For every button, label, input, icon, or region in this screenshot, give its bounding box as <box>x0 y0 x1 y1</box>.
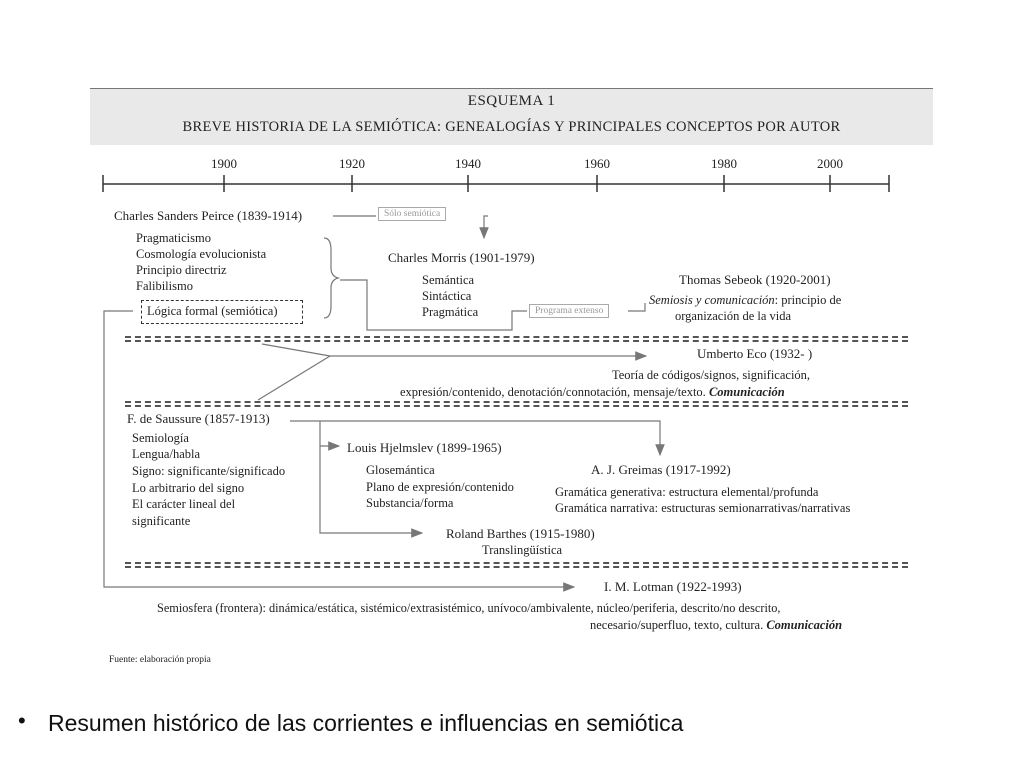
separator <box>125 401 908 403</box>
eco-name: Umberto Eco (1932- ) <box>697 346 813 361</box>
sebeok-line1 <box>649 293 841 308</box>
saussure-concept: Lengua/habla <box>132 447 201 461</box>
separator <box>125 405 908 407</box>
greimas-concept: Gramática narrativa: estructuras semionarrativas/narrativas <box>555 501 851 515</box>
link-label-programa-extenso: Programa extenso <box>529 304 609 318</box>
slide-caption: Resumen histórico de las corrientes e influencias en semiótica <box>48 710 684 736</box>
greimas-name: A. J. Greimas (1917-1992) <box>591 462 731 477</box>
bullet-icon: • <box>18 708 26 733</box>
eco-line2-text: expresión/contenido, denotación/connotación, mensaje/texto. <box>400 385 706 399</box>
timeline-year: 2000 <box>817 156 843 171</box>
greimas-concept: Gramática generativa: estructura elemental/profunda <box>555 485 819 499</box>
saussure-concept: El carácter lineal del <box>132 497 236 511</box>
peirce-concept: Cosmología evolucionista <box>136 247 267 261</box>
diagram-header <box>90 88 933 145</box>
saussure-concept: Lo arbitrario del signo <box>132 481 245 495</box>
hjelmslev-concept: Glosemántica <box>366 463 435 477</box>
lotman-line2 <box>590 618 842 633</box>
sebeok-line2: organización de la vida <box>675 309 792 323</box>
sebeok-line1-italic: Semiosis y comunicación <box>649 293 775 307</box>
barthes-name: Roland Barthes (1915-1980) <box>446 526 595 541</box>
saussure-concept: Semiología <box>132 431 189 445</box>
sebeok-name: Thomas Sebeok (1920-2001) <box>679 272 831 287</box>
diagram-subtitle: BREVE HISTORIA DE LA SEMIÓTICA: GENEALOGÍAS Y PRINCIPALES CONCEPTOS POR AUTOR <box>182 119 841 135</box>
lotman-name: I. M. Lotman (1922-1993) <box>604 579 742 594</box>
peirce-name: Charles Sanders Peirce (1839-1914) <box>114 208 303 223</box>
separator <box>125 566 908 568</box>
morris-name: Charles Morris (1901-1979) <box>388 250 535 265</box>
separator <box>125 562 908 564</box>
source-note: Fuente: elaboración propia <box>109 655 211 665</box>
saussure-name: F. de Saussure (1857-1913) <box>127 411 270 426</box>
peirce-concept: Pragmaticismo <box>136 231 211 245</box>
timeline-axis <box>103 175 889 192</box>
morris-concept: Pragmática <box>422 305 479 319</box>
peirce-brace <box>324 238 338 318</box>
peirce-concept: Principio directriz <box>136 263 227 277</box>
saussure-concept: Signo: significante/significado <box>132 464 286 478</box>
peirce-morris-arrow <box>484 216 488 238</box>
lotman-line2-italic: Comunicación <box>766 618 843 632</box>
barthes-concept: Translingüística <box>482 543 563 557</box>
hjelmslev-name: Louis Hjelmslev (1899-1965) <box>347 440 502 455</box>
sebeok-line1-rest: : principio de <box>774 293 842 307</box>
eco-line2 <box>400 385 785 400</box>
eco-arrow <box>262 344 646 356</box>
hjelmslev-concept: Plano de expresión/contenido <box>366 480 514 494</box>
link-label-solo-semiotica: Sólo semiótica <box>378 207 446 221</box>
peirce-boxed-label: Lógica formal (semiótica) <box>147 304 278 318</box>
morris-concept: Semántica <box>422 273 475 287</box>
sebeok-link <box>628 303 645 311</box>
eco-line2-italic: Comunicación <box>708 385 785 399</box>
timeline-year: 1960 <box>584 156 610 171</box>
eco-line1: Teoría de códigos/signos, significación, <box>612 368 811 382</box>
timeline-year: 1980 <box>711 156 737 171</box>
peirce-concept: Falibilismo <box>136 279 193 293</box>
morris-concept: Sintáctica <box>422 289 472 303</box>
timeline-year: 1900 <box>211 156 237 171</box>
hjelmslev-concept: Substancia/forma <box>366 496 454 510</box>
lotman-line1: Semiosfera (frontera): dinámica/estática, sistémico/extrasistémico, unívoco/ambivalente, núcleo/periferia, descrito/no descrito, <box>157 601 781 615</box>
separator <box>125 336 908 338</box>
separator <box>125 340 908 342</box>
diagram-title: ESQUEMA 1 <box>467 93 556 109</box>
timeline-year: 1920 <box>339 156 365 171</box>
saussure-concept: significante <box>132 514 191 528</box>
hjelmslev-arrow <box>320 421 339 446</box>
eco-saussure-line <box>258 356 330 400</box>
timeline-year: 1940 <box>455 156 481 171</box>
lotman-line2-text: necesario/superfluo, texto, cultura. <box>590 618 764 632</box>
